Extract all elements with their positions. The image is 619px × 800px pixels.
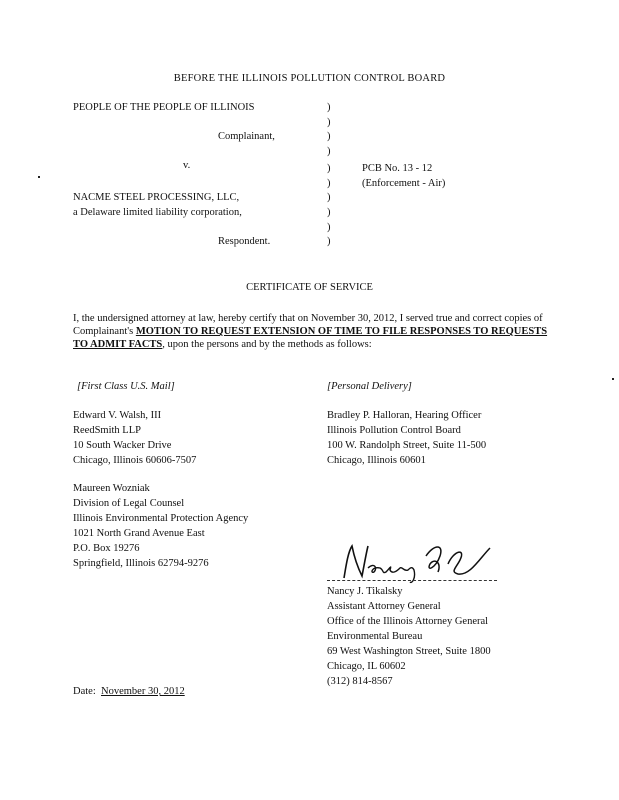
caption-paren: ) — [327, 178, 331, 189]
left-address-block-1 — [73, 408, 196, 468]
board-title: BEFORE THE ILLINOIS POLLUTION CONTROL BOARD — [173, 73, 446, 84]
address-line: Springfield, Illinois 62794-9276 — [73, 558, 209, 569]
caption-paren: ) — [327, 207, 331, 218]
signatory-line: Chicago, IL 60602 — [327, 661, 406, 672]
date-value: November 30, 2012 — [101, 686, 185, 697]
caption-paren: ) — [327, 146, 331, 157]
certificate-paragraph — [73, 312, 548, 351]
left-address-block-2 — [73, 481, 248, 571]
defendant-description: a Delaware limited liability corporation, — [73, 207, 242, 218]
paragraph-text-a: I, the undersigned attorney at law, hereby certify that on November 30, 2012, I served true and correct copies of Complainant's — [73, 313, 543, 337]
signatory-line: Office of the Illinois Attorney General — [327, 616, 489, 627]
case-number: PCB No. 13 - 12 — [362, 163, 433, 174]
signatory-line: 69 West Washington Street, Suite 1800 — [327, 646, 491, 657]
caption-paren: ) — [327, 131, 331, 142]
signatory-line: Nancy J. Tikalsky — [327, 586, 403, 597]
certificate-heading: CERTIFICATE OF SERVICE — [246, 282, 373, 293]
plaintiff-name: PEOPLE OF THE PEOPLE OF ILLINOIS — [73, 102, 255, 113]
handwritten-signature — [330, 538, 500, 584]
address-line: ReedSmith LLP — [73, 425, 141, 436]
signature-line — [327, 580, 497, 581]
caption-paren: ) — [327, 222, 331, 233]
scan-speck — [612, 378, 614, 380]
date-label: Date: — [73, 686, 96, 697]
address-line: Illinois Pollution Control Board — [327, 425, 461, 436]
left-service-method: [First Class U.S. Mail] — [77, 381, 175, 392]
plaintiff-role: Complainant, — [218, 131, 275, 142]
caption-paren: ) — [327, 117, 331, 128]
address-line: 1021 North Grand Avenue East — [73, 528, 205, 539]
signatory-block — [327, 584, 491, 689]
signatory-line: Environmental Bureau — [327, 631, 423, 642]
address-line: Edward V. Walsh, III — [73, 410, 162, 421]
scan-speck — [38, 176, 40, 178]
address-line: Division of Legal Counsel — [73, 498, 185, 509]
address-line: Bradley P. Halloran, Hearing Officer — [327, 410, 482, 421]
address-line: Chicago, Illinois 60606-7507 — [73, 455, 197, 466]
date-line — [73, 686, 185, 698]
caption-paren: ) — [327, 102, 331, 113]
caption-paren: ) — [327, 163, 331, 174]
right-address-block-1 — [327, 408, 486, 468]
versus-label: v. — [183, 160, 191, 171]
motion-title: MOTION TO REQUEST EXTENSION OF TIME TO FILE RESPONSES TO REQUESTS TO ADMIT FACTS — [73, 326, 548, 350]
signatory-line: Assistant Attorney General — [327, 601, 441, 612]
address-line: P.O. Box 19276 — [73, 543, 140, 554]
address-line: 100 W. Randolph Street, Suite 11-500 — [327, 440, 487, 451]
address-line: 10 South Wacker Drive — [73, 440, 172, 451]
caption-paren: ) — [327, 192, 331, 203]
address-line: Chicago, Illinois 60601 — [327, 455, 426, 466]
caption-paren: ) — [327, 236, 331, 247]
case-type: (Enforcement - Air) — [362, 178, 446, 189]
paragraph-text-b: , upon the persons and by the methods as follows: — [162, 339, 372, 350]
address-line: Illinois Environmental Protection Agency — [73, 513, 249, 524]
address-line: Maureen Wozniak — [73, 483, 150, 494]
defendant-name: NACME STEEL PROCESSING, LLC, — [73, 192, 240, 203]
right-service-method: [Personal Delivery] — [327, 381, 412, 392]
signatory-line: (312) 814-8567 — [327, 676, 393, 687]
defendant-role: Respondent. — [218, 236, 271, 247]
